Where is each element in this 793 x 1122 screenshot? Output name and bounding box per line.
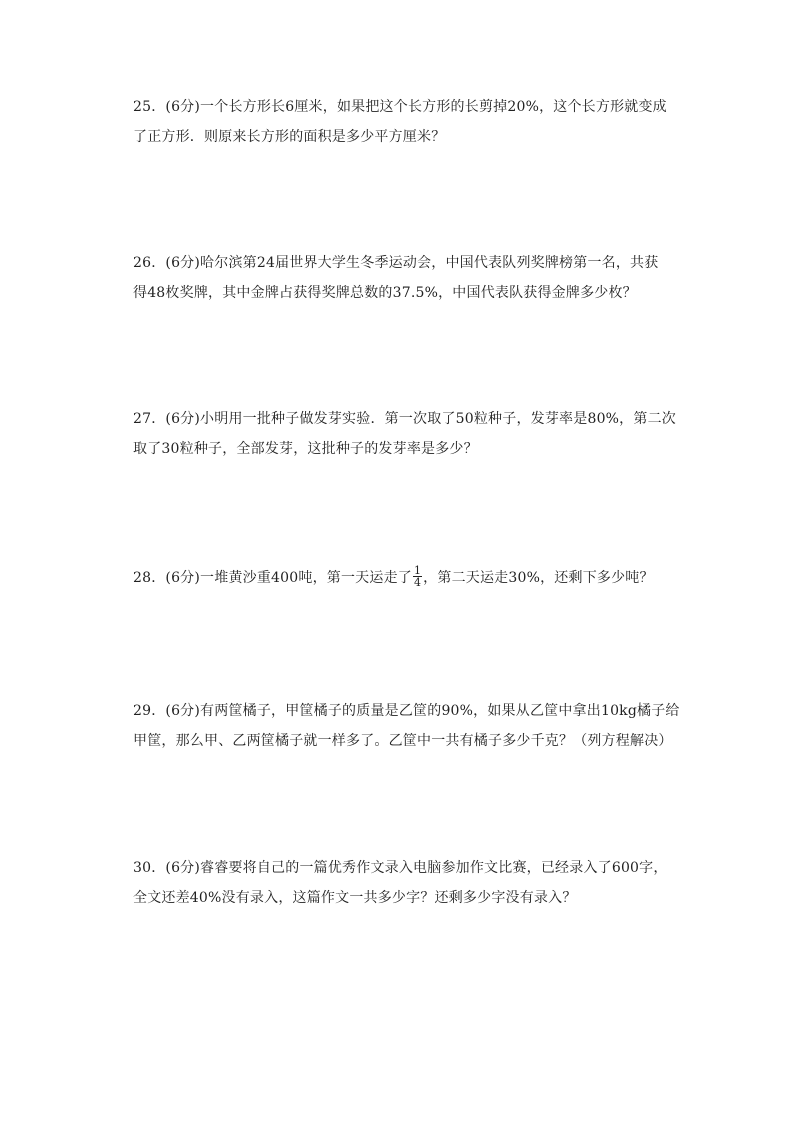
problem-25-line-1: 25．(6分)一个长方形长6厘米，如果把这个长方形的长剪掉20%，这个长方形就变成: [133, 99, 667, 115]
problem-25-line-2: 了正方形．则原来长方形的面积是多少平方厘米？: [133, 129, 446, 145]
fraction-numerator: 1: [413, 563, 422, 577]
problem-30-line-1: 30．(6分)睿睿要将自己的一篇优秀作文录入电脑参加作文比赛，已经录入了600字，: [133, 860, 668, 876]
problem-29-line-1: 29．(6分)有两筐橘子，甲筐橘子的质量是乙筐的90%，如果从乙筐中拿出10kg橘子给: [133, 703, 680, 719]
problem-25: [133, 92, 673, 152]
problem-28-text-after: ，第二天运走30%，还剩下多少吨？: [423, 570, 654, 586]
problem-28-line-1: [133, 563, 673, 593]
problem-27-line-1: 27．(6分)小明用一批种子做发芽实验．第一次取了50粒种子，发芽率是80%，第二次: [133, 411, 676, 427]
fraction-denominator: 4: [413, 575, 422, 589]
problem-29-line-2: 甲筐，那么甲、乙两筐橘子就一样多了。乙筐中一共有橘子多少千克？（列方程解决）: [133, 733, 673, 749]
problem-30: [133, 853, 673, 913]
problem-26-line-2: 得48枚奖牌，其中金牌占获得奖牌总数的37.5%，中国代表队获得金牌多少枚？: [133, 285, 637, 301]
problem-27: [133, 404, 676, 464]
problem-29: [133, 696, 680, 756]
problem-27-line-2: 取了30粒种子，全部发芽，这批种子的发芽率是多少？: [133, 441, 478, 457]
problem-26: [133, 248, 673, 308]
problem-26-line-1: 26．(6分)哈尔滨第24届世界大学生冬季运动会，中国代表队列奖牌榜第一名，共获: [133, 255, 659, 271]
problem-28-text-before: 28．(6分)一堆黄沙重400吨，第一天运走了: [133, 570, 412, 586]
problem-28: [133, 563, 673, 593]
problem-30-line-2: 全文还差40%没有录入，这篇作文一共多少字？还剩多少字没有录入？: [133, 890, 577, 906]
fraction-one-quarter: [413, 565, 422, 588]
